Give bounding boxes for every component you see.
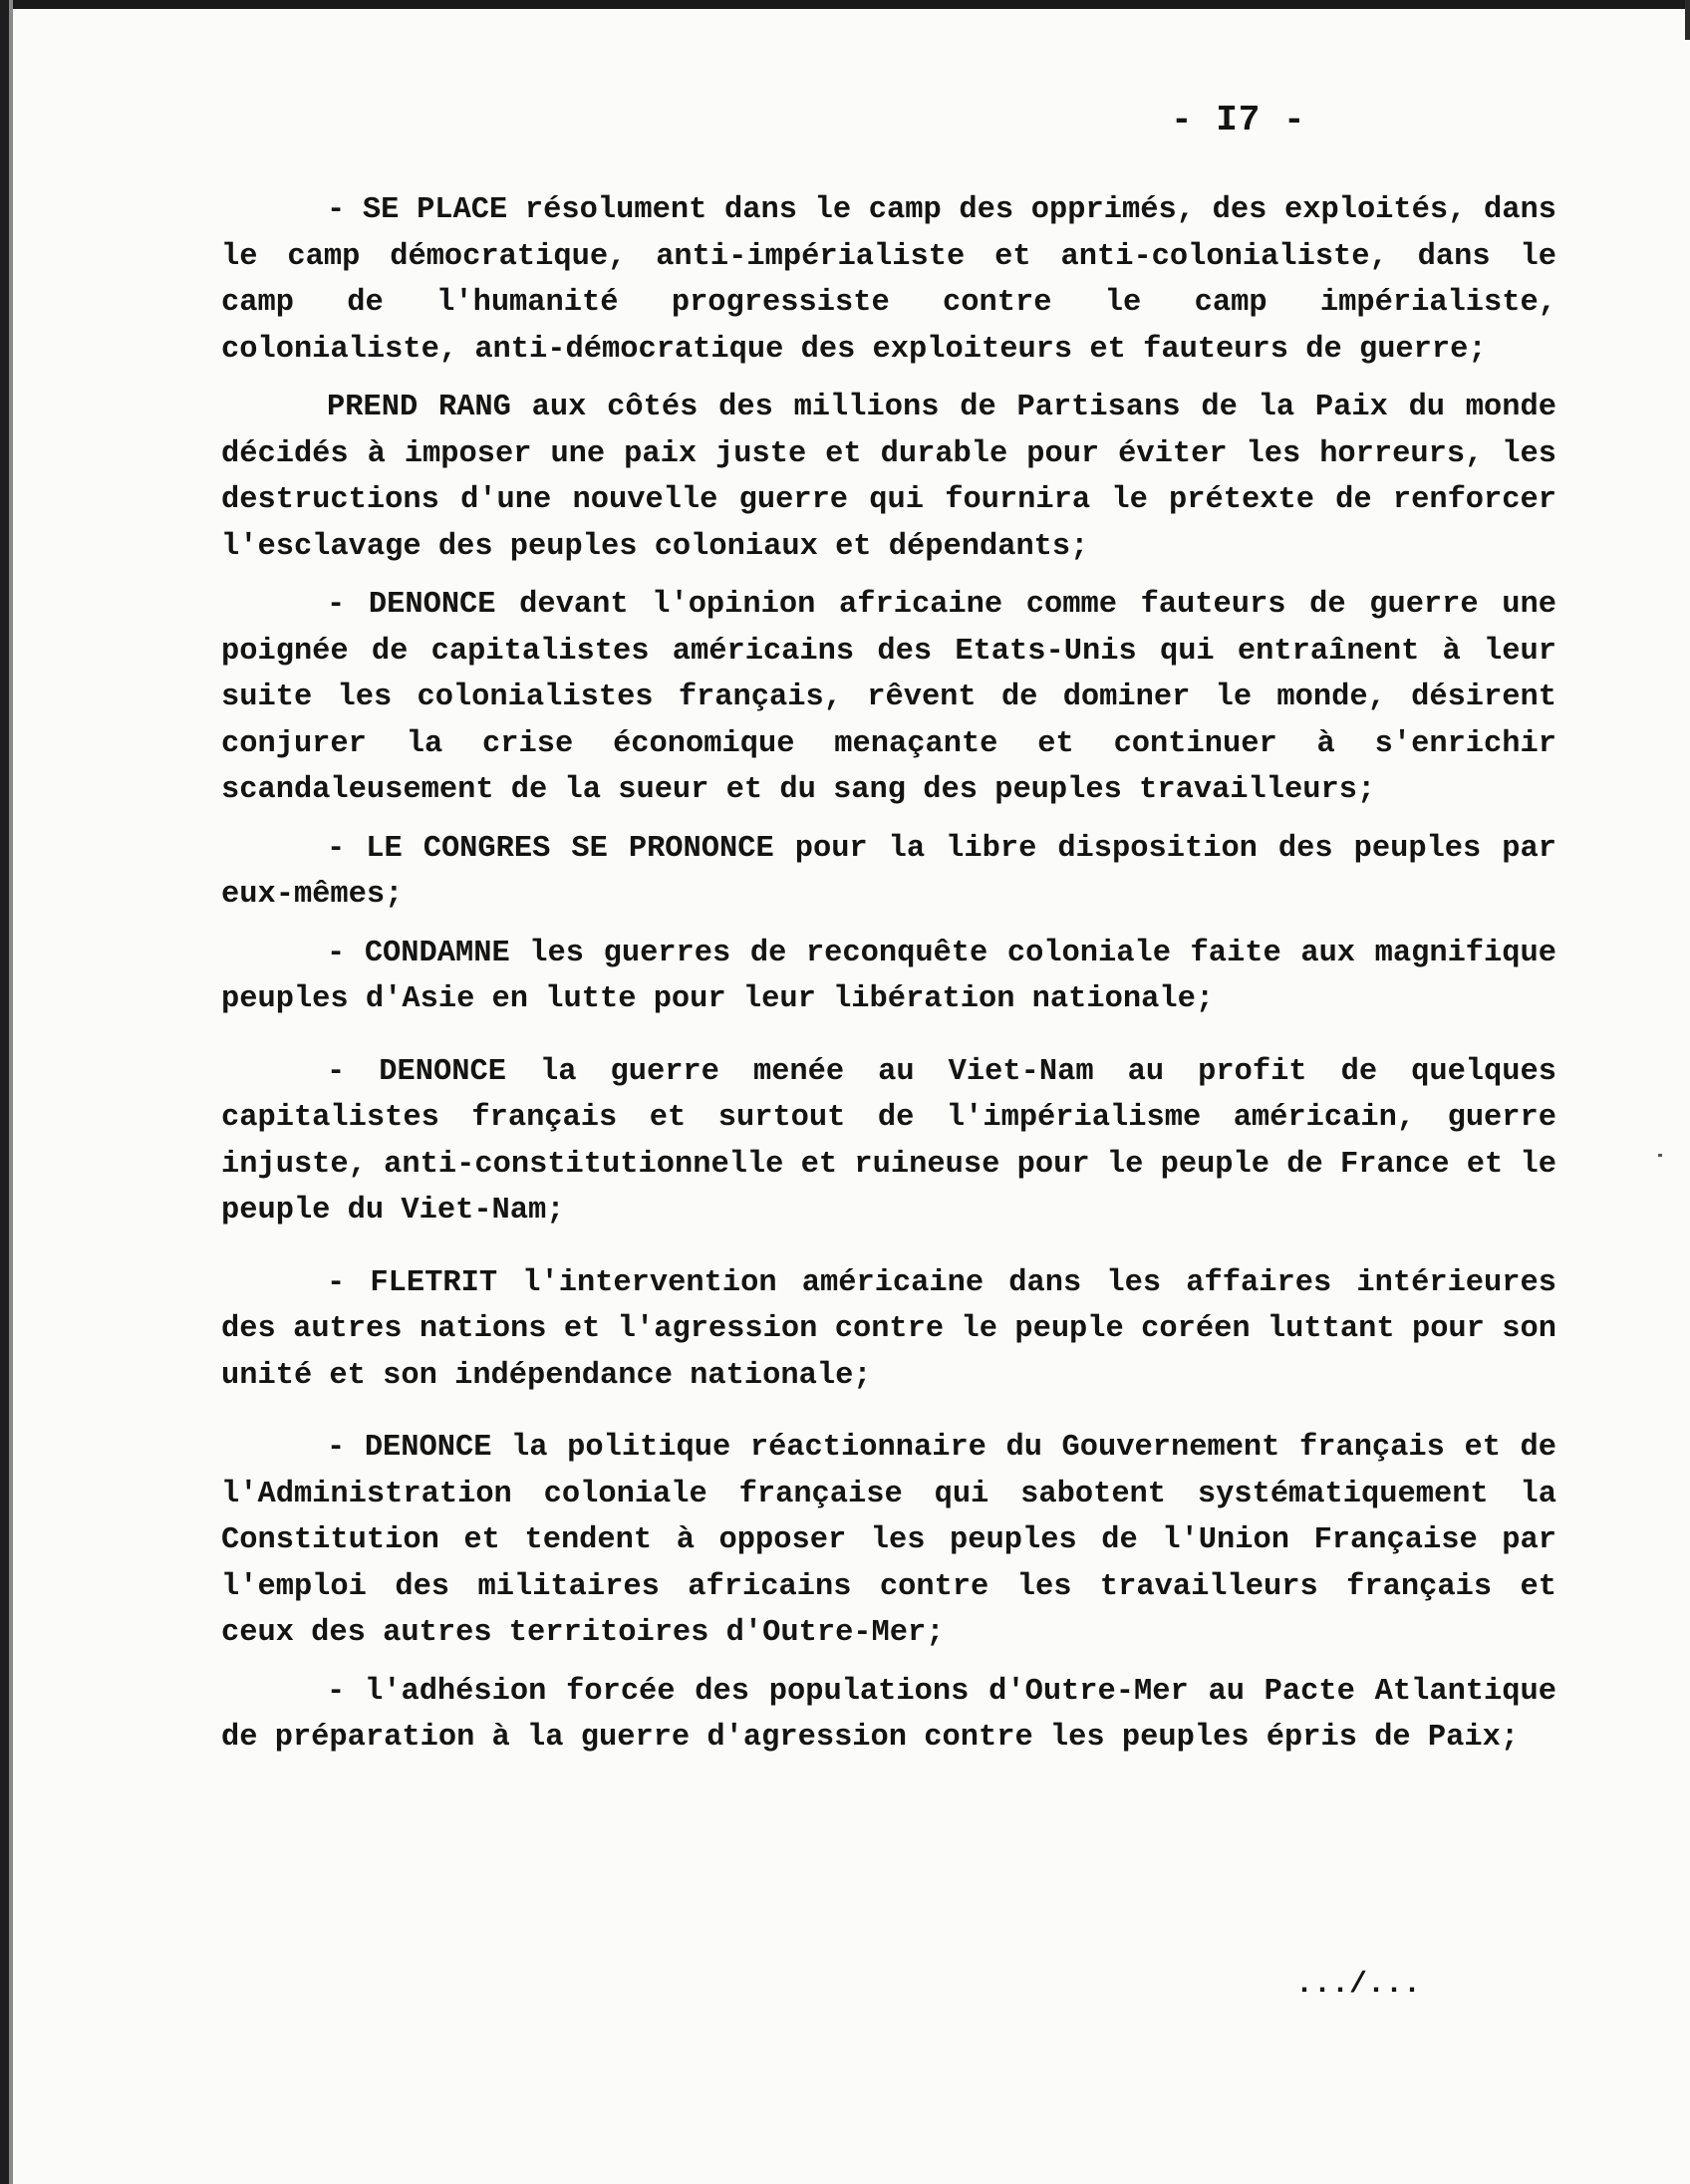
- scan-edge-left-shadow: [9, 0, 13, 2184]
- paragraph-denonce-fauteurs: - DENONCE devant l'opinion africaine comme fauteurs de guerre une poignée de capitalistes américains des Etats-Unis qui entraînent à leur suite les colonialistes français, rêvent de dominer le monde, désirent conjurer la crise économique menaçante et continuer à s'enrichir scandaleusement de la sueur et du sang des peuples travailleurs;: [221, 588, 1556, 807]
- paragraph-denonce-politique: - DENONCE la politique réactionnaire du Gouvernement français et de l'Administration coloniale française qui sabotent systématiquement la Constitution et tendent à opposer les peuples de l'Union Française par l'emploi des militaires africains contre les travailleurs français et ceux des autres territoires d'Outre-Mer;: [221, 1431, 1556, 1650]
- scan-speck: [1658, 1154, 1662, 1157]
- document-body: [221, 187, 1556, 1774]
- paragraph-condamne: - CONDAMNE les guerres de reconquête coloniale faite aux magnifique peuples d'Asie en lutte pour leur libération nationale;: [221, 936, 1556, 1016]
- paragraph-denonce-viet-nam: - DENONCE la guerre menée au Viet-Nam au profit de quelques capitalistes français et surtout de l'impérialisme américain, guerre injuste, anti-constitutionnelle et ruineuse pour le peuple de France et le peuple du Viet-Nam;: [221, 1054, 1556, 1228]
- scan-edge-right: [1685, 0, 1690, 40]
- page-number: - I7 -: [1171, 100, 1306, 140]
- scan-edge-top: [0, 0, 1690, 9]
- continuation-mark: .../...: [1295, 1968, 1422, 2002]
- paragraph-fletrit: - FLETRIT l'intervention américaine dans les affaires intérieures des autres nations et l'agression contre le peuple coréen luttant pour son unité et son indépendance nationale;: [221, 1265, 1556, 1393]
- paragraph-se-prononce: - LE CONGRES SE PRONONCE pour la libre disposition des peuples par eux-mêmes;: [221, 831, 1556, 912]
- scan-edge-left: [0, 0, 9, 2184]
- paragraph-adhesion-forcee: - l'adhésion forcée des populations d'Outre-Mer au Pacte Atlantique de préparation à la guerre d'agression contre les peuples épris de Paix;: [221, 1674, 1556, 1755]
- paragraph-prend-rang: PREND RANG aux côtés des millions de Partisans de la Paix du monde décidés à imposer une paix juste et durable pour éviter les horreurs, les destructions d'une nouvelle guerre qui fournira le prétexte de renforcer l'esclavage des peuples coloniaux et dépendants;: [221, 391, 1556, 564]
- paragraph-se-place: - SE PLACE résolument dans le camp des opprimés, des exploités, dans le camp démocratique, anti-impérialiste et anti-colonialiste, dans le camp de l'humanité progressiste contre le camp impérialiste, colonialiste, anti-démocratique des exploiteurs et fauteurs de guerre;: [221, 193, 1556, 367]
